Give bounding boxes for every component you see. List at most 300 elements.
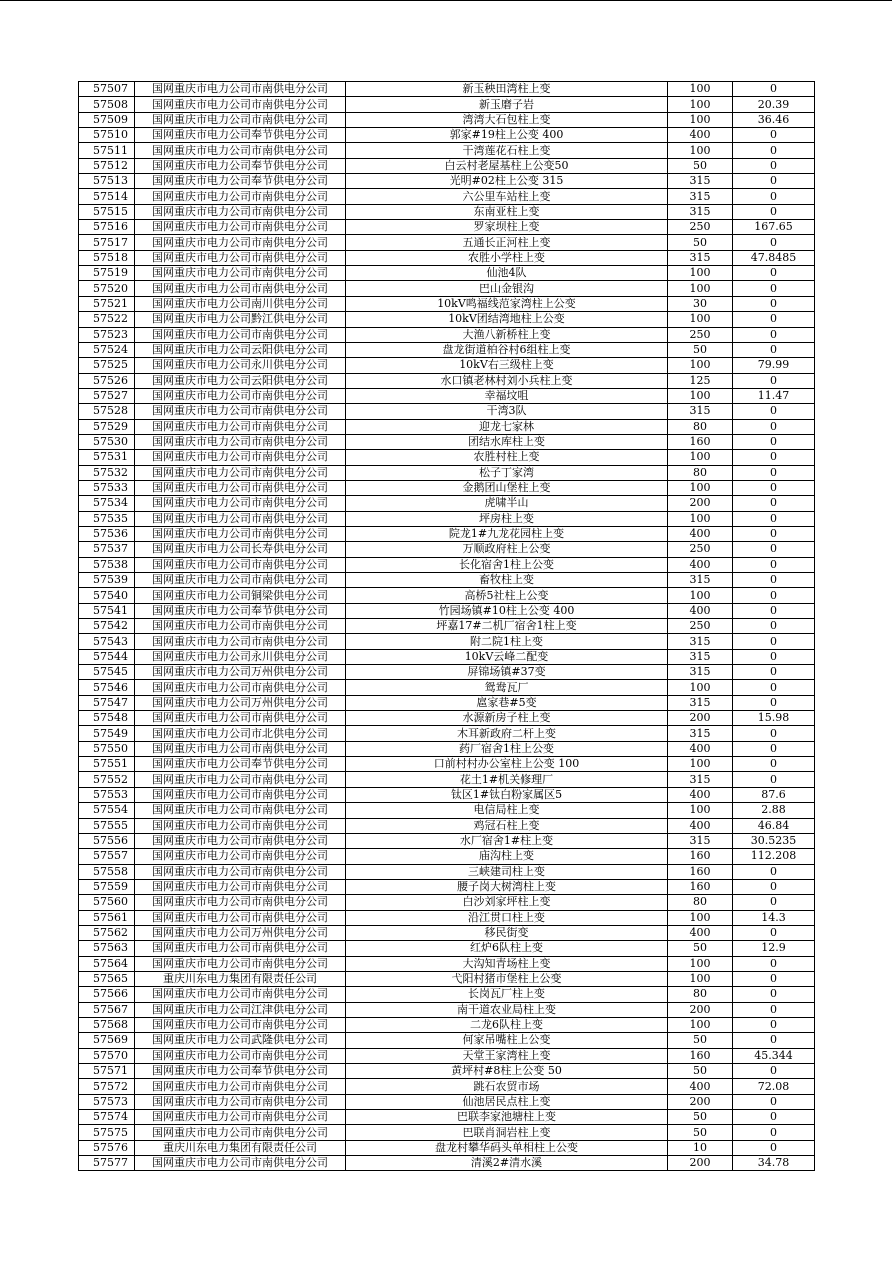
capacity-cell: 100 [668, 588, 733, 603]
transformer-name-cell: 仙池居民点柱上变 [346, 1094, 668, 1109]
value-cell: 0 [733, 726, 815, 741]
row-id-cell: 57530 [79, 434, 135, 449]
transformer-name-cell: 竹园场镇#10柱上公变 400 [346, 603, 668, 618]
capacity-cell: 250 [668, 619, 733, 634]
transformer-name-cell: 万顺政府柱上公变 [346, 542, 668, 557]
company-cell: 国网重庆市电力公司市南供电分公司 [135, 511, 346, 526]
table-row [79, 588, 815, 603]
transformer-name-cell: 六公里车站柱上变 [346, 189, 668, 204]
capacity-cell: 100 [668, 312, 733, 327]
value-cell: 0 [733, 1064, 815, 1079]
row-id-cell: 57557 [79, 849, 135, 864]
table-row [79, 388, 815, 403]
company-cell: 国网重庆市电力公司市南供电分公司 [135, 711, 346, 726]
value-cell: 0 [733, 143, 815, 158]
row-id-cell: 57509 [79, 112, 135, 127]
transformer-name-cell: 东南亚柱上变 [346, 204, 668, 219]
value-cell: 0 [733, 296, 815, 311]
value-cell: 0 [733, 542, 815, 557]
transformer-name-cell: 农胜小学柱上变 [346, 250, 668, 265]
row-id-cell: 57575 [79, 1125, 135, 1140]
table-row [79, 342, 815, 357]
capacity-cell: 315 [668, 204, 733, 219]
capacity-cell: 100 [668, 450, 733, 465]
transformer-name-cell: 光明#02柱上公变 315 [346, 174, 668, 189]
value-cell: 0 [733, 649, 815, 664]
value-cell: 0 [733, 327, 815, 342]
transformer-name-cell: 团结水库柱上变 [346, 434, 668, 449]
company-cell: 国网重庆市电力公司市南供电分公司 [135, 419, 346, 434]
transformer-name-cell: 郭家#19柱上公变 400 [346, 128, 668, 143]
capacity-cell: 50 [668, 1064, 733, 1079]
value-cell: 20.39 [733, 97, 815, 112]
company-cell: 国网重庆市电力公司市南供电分公司 [135, 818, 346, 833]
company-cell: 国网重庆市电力公司奉节供电分公司 [135, 603, 346, 618]
capacity-cell: 200 [668, 711, 733, 726]
table-row [79, 680, 815, 695]
row-id-cell: 57538 [79, 557, 135, 572]
value-cell: 0 [733, 235, 815, 250]
table-row [79, 358, 815, 373]
transformer-name-cell: 巴联李家池塘柱上变 [346, 1110, 668, 1125]
value-cell: 0 [733, 480, 815, 495]
value-cell: 0 [733, 419, 815, 434]
transformer-name-cell: 白云村老屋基柱上公变50 [346, 158, 668, 173]
row-id-cell: 57577 [79, 1156, 135, 1171]
company-cell: 国网重庆市电力公司市南供电分公司 [135, 450, 346, 465]
table-row [79, 649, 815, 664]
transformer-name-cell: 花土1#机关修理厂 [346, 772, 668, 787]
transformer-name-cell: 高桥5社柱上公变 [346, 588, 668, 603]
value-cell: 0 [733, 987, 815, 1002]
capacity-cell: 50 [668, 235, 733, 250]
value-cell: 46.84 [733, 818, 815, 833]
row-id-cell: 57518 [79, 250, 135, 265]
value-cell: 0 [733, 757, 815, 772]
transformer-name-cell: 鸳鸯瓦厂 [346, 680, 668, 695]
value-cell: 0 [733, 312, 815, 327]
row-id-cell: 57512 [79, 158, 135, 173]
transformer-name-cell: 院龙1#九龙花园柱上变 [346, 526, 668, 541]
table-row [79, 711, 815, 726]
capacity-cell: 200 [668, 1002, 733, 1017]
capacity-cell: 160 [668, 864, 733, 879]
company-cell: 国网重庆市电力公司市南供电分公司 [135, 1017, 346, 1032]
table-row [79, 603, 815, 618]
company-cell: 国网重庆市电力公司长寿供电分公司 [135, 542, 346, 557]
transformer-name-cell: 新玉磨子岩 [346, 97, 668, 112]
company-cell: 国网重庆市电力公司市南供电分公司 [135, 619, 346, 634]
table-row [79, 987, 815, 1002]
value-cell: 0 [733, 1110, 815, 1125]
table-row [79, 189, 815, 204]
table-row [79, 557, 815, 572]
company-cell: 国网重庆市电力公司奉节供电分公司 [135, 757, 346, 772]
table-row [79, 296, 815, 311]
transformer-name-cell: 10kV团结湾地柱上公变 [346, 312, 668, 327]
row-id-cell: 57561 [79, 910, 135, 925]
table-row [79, 1079, 815, 1094]
capacity-cell: 100 [668, 971, 733, 986]
transformer-name-cell: 黄坪村#8柱上公变 50 [346, 1064, 668, 1079]
row-id-cell: 57568 [79, 1017, 135, 1032]
capacity-cell: 100 [668, 803, 733, 818]
company-cell: 国网重庆市电力公司市南供电分公司 [135, 388, 346, 403]
capacity-cell: 80 [668, 987, 733, 1002]
transformer-name-cell: 10kV右三级柱上变 [346, 358, 668, 373]
value-cell: 87.6 [733, 787, 815, 802]
transformer-name-cell: 虎啸半山 [346, 496, 668, 511]
company-cell: 重庆川东电力集团有限责任公司 [135, 971, 346, 986]
table-row [79, 1064, 815, 1079]
row-id-cell: 57565 [79, 971, 135, 986]
capacity-cell: 315 [668, 404, 733, 419]
company-cell: 国网重庆市电力公司市南供电分公司 [135, 235, 346, 250]
transformer-name-cell: 钛区1#钛白粉家属区5 [346, 787, 668, 802]
transformer-name-cell: 仙池4队 [346, 266, 668, 281]
company-cell: 国网重庆市电力公司市南供电分公司 [135, 680, 346, 695]
table-row [79, 849, 815, 864]
transformer-name-cell: 南干道农业局柱上变 [346, 1002, 668, 1017]
table-row [79, 235, 815, 250]
row-id-cell: 57528 [79, 404, 135, 419]
capacity-cell: 125 [668, 373, 733, 388]
company-cell: 国网重庆市电力公司万州供电分公司 [135, 665, 346, 680]
table-row [79, 741, 815, 756]
value-cell: 0 [733, 204, 815, 219]
value-cell: 0 [733, 665, 815, 680]
transformer-name-cell: 金鹅团山堡柱上变 [346, 480, 668, 495]
table-row [79, 465, 815, 480]
company-cell: 国网重庆市电力公司云阳供电分公司 [135, 373, 346, 388]
capacity-cell: 400 [668, 741, 733, 756]
table-row [79, 1125, 815, 1140]
table-row [79, 1094, 815, 1109]
row-id-cell: 57572 [79, 1079, 135, 1094]
company-cell: 国网重庆市电力公司市南供电分公司 [135, 1094, 346, 1109]
transformer-name-cell: 庙沟柱上变 [346, 849, 668, 864]
row-id-cell: 57540 [79, 588, 135, 603]
data-table-body [79, 82, 815, 1171]
row-id-cell: 57569 [79, 1033, 135, 1048]
company-cell: 国网重庆市电力公司市南供电分公司 [135, 1156, 346, 1171]
table-row [79, 910, 815, 925]
capacity-cell: 100 [668, 757, 733, 772]
transformer-name-cell: 红炉6队柱上变 [346, 941, 668, 956]
capacity-cell: 100 [668, 388, 733, 403]
transformer-name-cell: 长化宿舍1柱上公变 [346, 557, 668, 572]
capacity-cell: 250 [668, 327, 733, 342]
company-cell: 国网重庆市电力公司云阳供电分公司 [135, 342, 346, 357]
value-cell: 0 [733, 174, 815, 189]
value-cell: 0 [733, 511, 815, 526]
row-id-cell: 57535 [79, 511, 135, 526]
capacity-cell: 100 [668, 97, 733, 112]
transformer-name-cell: 畜牧柱上变 [346, 573, 668, 588]
table-row [79, 726, 815, 741]
capacity-cell: 400 [668, 526, 733, 541]
capacity-cell: 160 [668, 1048, 733, 1063]
company-cell: 国网重庆市电力公司市南供电分公司 [135, 404, 346, 419]
table-row [79, 1033, 815, 1048]
company-cell: 国网重庆市电力公司市南供电分公司 [135, 496, 346, 511]
value-cell: 0 [733, 603, 815, 618]
transformer-name-cell: 大沟知青场柱上变 [346, 956, 668, 971]
table-row [79, 82, 815, 97]
value-cell: 0 [733, 266, 815, 281]
capacity-cell: 315 [668, 665, 733, 680]
capacity-cell: 100 [668, 358, 733, 373]
table-row [79, 450, 815, 465]
company-cell: 国网重庆市电力公司市南供电分公司 [135, 741, 346, 756]
transformer-name-cell: 药厂宿舍1柱上公变 [346, 741, 668, 756]
capacity-cell: 250 [668, 542, 733, 557]
row-id-cell: 57567 [79, 1002, 135, 1017]
row-id-cell: 57514 [79, 189, 135, 204]
value-cell: 0 [733, 741, 815, 756]
capacity-cell: 315 [668, 649, 733, 664]
value-cell: 0 [733, 879, 815, 894]
table-row [79, 1140, 815, 1155]
row-id-cell: 57573 [79, 1094, 135, 1109]
company-cell: 国网重庆市电力公司市南供电分公司 [135, 143, 346, 158]
company-cell: 国网重庆市电力公司永川供电分公司 [135, 649, 346, 664]
transformer-name-cell: 三峡建司柱上变 [346, 864, 668, 879]
row-id-cell: 57566 [79, 987, 135, 1002]
row-id-cell: 57522 [79, 312, 135, 327]
company-cell: 国网重庆市电力公司市北供电分公司 [135, 726, 346, 741]
table-row [79, 373, 815, 388]
table-row [79, 772, 815, 787]
table-row [79, 220, 815, 235]
table-row [79, 434, 815, 449]
transformer-name-cell: 天堂王家湾柱上变 [346, 1048, 668, 1063]
capacity-cell: 200 [668, 1156, 733, 1171]
company-cell: 国网重庆市电力公司市南供电分公司 [135, 1110, 346, 1125]
table-row [79, 864, 815, 879]
company-cell: 国网重庆市电力公司市南供电分公司 [135, 1079, 346, 1094]
row-id-cell: 57513 [79, 174, 135, 189]
transformer-name-cell: 水厂宿舍1#柱上变 [346, 833, 668, 848]
company-cell: 国网重庆市电力公司市南供电分公司 [135, 266, 346, 281]
table-row [79, 327, 815, 342]
company-cell: 国网重庆市电力公司市南供电分公司 [135, 480, 346, 495]
row-id-cell: 57537 [79, 542, 135, 557]
row-id-cell: 57524 [79, 342, 135, 357]
value-cell: 0 [733, 573, 815, 588]
value-cell: 0 [733, 1140, 815, 1155]
capacity-cell: 80 [668, 419, 733, 434]
transformer-name-cell: 弋阳村猪市堡柱上公变 [346, 971, 668, 986]
transformer-name-cell: 巴联肖洞岩柱上变 [346, 1125, 668, 1140]
value-cell: 0 [733, 450, 815, 465]
table-row [79, 833, 815, 848]
table-row [79, 526, 815, 541]
value-cell: 12.9 [733, 941, 815, 956]
company-cell: 国网重庆市电力公司奉节供电分公司 [135, 158, 346, 173]
row-id-cell: 57532 [79, 465, 135, 480]
row-id-cell: 57551 [79, 757, 135, 772]
row-id-cell: 57564 [79, 956, 135, 971]
company-cell: 国网重庆市电力公司市南供电分公司 [135, 787, 346, 802]
table-row [79, 404, 815, 419]
transformer-name-cell: 松子丁家湾 [346, 465, 668, 480]
transformer-name-cell: 口前村村办公室柱上公变 100 [346, 757, 668, 772]
table-row [79, 1017, 815, 1032]
capacity-cell: 400 [668, 1079, 733, 1094]
table-row [79, 158, 815, 173]
capacity-cell: 315 [668, 250, 733, 265]
row-id-cell: 57562 [79, 925, 135, 940]
company-cell: 国网重庆市电力公司市南供电分公司 [135, 895, 346, 910]
row-id-cell: 57539 [79, 573, 135, 588]
row-id-cell: 57525 [79, 358, 135, 373]
transformer-name-cell: 木耳新政府二杆上变 [346, 726, 668, 741]
company-cell: 国网重庆市电力公司市南供电分公司 [135, 634, 346, 649]
value-cell: 0 [733, 695, 815, 710]
page-top-rule [0, 0, 892, 1]
table-row [79, 925, 815, 940]
value-cell: 45.344 [733, 1048, 815, 1063]
row-id-cell: 57517 [79, 235, 135, 250]
row-id-cell: 57548 [79, 711, 135, 726]
table-row [79, 266, 815, 281]
value-cell: 47.8485 [733, 250, 815, 265]
company-cell: 国网重庆市电力公司市南供电分公司 [135, 864, 346, 879]
company-cell: 重庆川东电力集团有限责任公司 [135, 1140, 346, 1155]
capacity-cell: 100 [668, 910, 733, 925]
table-row [79, 112, 815, 127]
row-id-cell: 57553 [79, 787, 135, 802]
value-cell: 0 [733, 895, 815, 910]
value-cell: 34.78 [733, 1156, 815, 1171]
capacity-cell: 100 [668, 82, 733, 97]
table-row [79, 941, 815, 956]
value-cell: 11.47 [733, 388, 815, 403]
row-id-cell: 57527 [79, 388, 135, 403]
row-id-cell: 57556 [79, 833, 135, 848]
row-id-cell: 57526 [79, 373, 135, 388]
company-cell: 国网重庆市电力公司市南供电分公司 [135, 82, 346, 97]
company-cell: 国网重庆市电力公司市南供电分公司 [135, 910, 346, 925]
row-id-cell: 57546 [79, 680, 135, 695]
row-id-cell: 57508 [79, 97, 135, 112]
capacity-cell: 80 [668, 465, 733, 480]
company-cell: 国网重庆市电力公司市南供电分公司 [135, 250, 346, 265]
company-cell: 国网重庆市电力公司奉节供电分公司 [135, 128, 346, 143]
company-cell: 国网重庆市电力公司市南供电分公司 [135, 557, 346, 572]
table-row [79, 695, 815, 710]
row-id-cell: 57545 [79, 665, 135, 680]
company-cell: 国网重庆市电力公司市南供电分公司 [135, 849, 346, 864]
table-row [79, 879, 815, 894]
value-cell: 167.65 [733, 220, 815, 235]
capacity-cell: 315 [668, 695, 733, 710]
company-cell: 国网重庆市电力公司万州供电分公司 [135, 695, 346, 710]
capacity-cell: 100 [668, 680, 733, 695]
row-id-cell: 57529 [79, 419, 135, 434]
transformer-name-cell: 附二院1柱上变 [346, 634, 668, 649]
transformer-name-cell: 屏锦场镇#37变 [346, 665, 668, 680]
data-table [78, 81, 815, 1171]
value-cell: 0 [733, 496, 815, 511]
capacity-cell: 160 [668, 434, 733, 449]
transformer-name-cell: 扈家巷#5变 [346, 695, 668, 710]
value-cell: 0 [733, 1017, 815, 1032]
row-id-cell: 57511 [79, 143, 135, 158]
value-cell: 79.99 [733, 358, 815, 373]
capacity-cell: 400 [668, 925, 733, 940]
transformer-name-cell: 水源新房子柱上变 [346, 711, 668, 726]
company-cell: 国网重庆市电力公司奉节供电分公司 [135, 174, 346, 189]
capacity-cell: 160 [668, 879, 733, 894]
transformer-name-cell: 罗家坝柱上变 [346, 220, 668, 235]
capacity-cell: 400 [668, 557, 733, 572]
value-cell: 0 [733, 971, 815, 986]
capacity-cell: 50 [668, 1033, 733, 1048]
value-cell: 112.208 [733, 849, 815, 864]
transformer-name-cell: 新玉秧田湾柱上变 [346, 82, 668, 97]
transformer-name-cell: 电信局柱上变 [346, 803, 668, 818]
value-cell: 0 [733, 634, 815, 649]
row-id-cell: 57516 [79, 220, 135, 235]
company-cell: 国网重庆市电力公司市南供电分公司 [135, 1048, 346, 1063]
row-id-cell: 57543 [79, 634, 135, 649]
capacity-cell: 50 [668, 158, 733, 173]
company-cell: 国网重庆市电力公司市南供电分公司 [135, 220, 346, 235]
row-id-cell: 57574 [79, 1110, 135, 1125]
transformer-name-cell: 坪嘉17#二机厂宿舍1柱上变 [346, 619, 668, 634]
company-cell: 国网重庆市电力公司市南供电分公司 [135, 97, 346, 112]
company-cell: 国网重庆市电力公司市南供电分公司 [135, 281, 346, 296]
transformer-name-cell: 盘龙街道柏谷村6组柱上变 [346, 342, 668, 357]
value-cell: 36.46 [733, 112, 815, 127]
table-row [79, 803, 815, 818]
row-id-cell: 57550 [79, 741, 135, 756]
row-id-cell: 57547 [79, 695, 135, 710]
transformer-name-cell: 水口镇老林村刘小兵柱上变 [346, 373, 668, 388]
capacity-cell: 50 [668, 1125, 733, 1140]
capacity-cell: 315 [668, 174, 733, 189]
company-cell: 国网重庆市电力公司市南供电分公司 [135, 189, 346, 204]
transformer-name-cell: 移民街变 [346, 925, 668, 940]
capacity-cell: 315 [668, 573, 733, 588]
table-row [79, 542, 815, 557]
transformer-name-cell: 干湾3队 [346, 404, 668, 419]
company-cell: 国网重庆市电力公司市南供电分公司 [135, 941, 346, 956]
company-cell: 国网重庆市电力公司市南供电分公司 [135, 987, 346, 1002]
row-id-cell: 57519 [79, 266, 135, 281]
company-cell: 国网重庆市电力公司市南供电分公司 [135, 465, 346, 480]
transformer-name-cell: 大渔八新桥柱上变 [346, 327, 668, 342]
company-cell: 国网重庆市电力公司市南供电分公司 [135, 327, 346, 342]
capacity-cell: 100 [668, 480, 733, 495]
capacity-cell: 50 [668, 941, 733, 956]
row-id-cell: 57542 [79, 619, 135, 634]
transformer-name-cell: 10kV鸣福线范家湾柱上公变 [346, 296, 668, 311]
company-cell: 国网重庆市电力公司南川供电分公司 [135, 296, 346, 311]
value-cell: 0 [733, 772, 815, 787]
company-cell: 国网重庆市电力公司永川供电分公司 [135, 358, 346, 373]
capacity-cell: 100 [668, 511, 733, 526]
table-row [79, 128, 815, 143]
value-cell: 0 [733, 864, 815, 879]
capacity-cell: 100 [668, 266, 733, 281]
capacity-cell: 200 [668, 496, 733, 511]
capacity-cell: 100 [668, 956, 733, 971]
value-cell: 0 [733, 434, 815, 449]
row-id-cell: 57576 [79, 1140, 135, 1155]
